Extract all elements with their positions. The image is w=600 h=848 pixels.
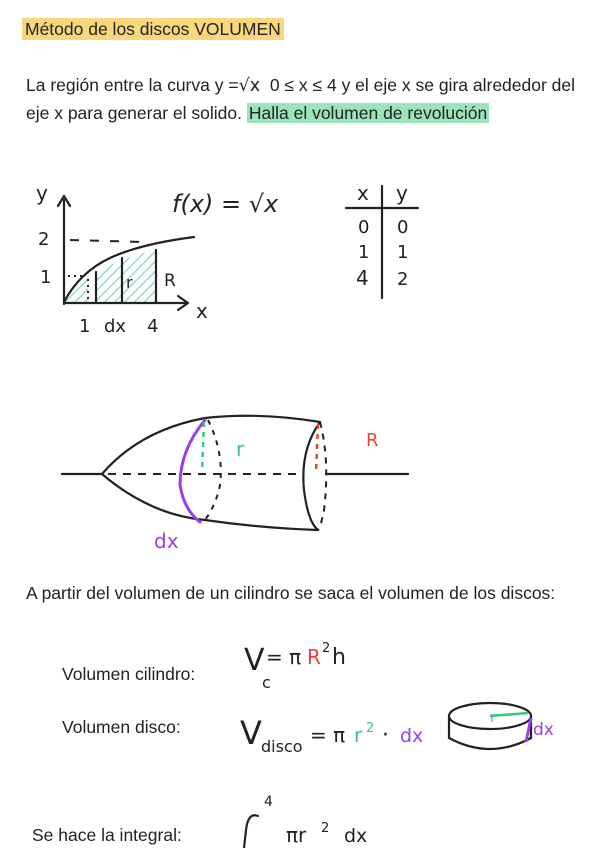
integral-integrand: πr <box>286 823 307 847</box>
integral-upper-limit: 4 <box>264 794 273 810</box>
y-tick-1: 1 <box>40 267 52 288</box>
integral-sign <box>244 815 258 848</box>
table-row-1-x: 0 <box>358 217 370 238</box>
intro-text-2: y el eje x se gira alrededor del eje x para generar el solido. <box>26 75 576 123</box>
disc-exp: 2 <box>366 721 375 736</box>
x-axis-label: x <box>196 299 208 323</box>
graph-R-label: R <box>164 271 176 291</box>
cylinder-V-subscript: c <box>262 673 271 692</box>
y-axis-label: y <box>36 181 48 205</box>
table-header-x: x <box>357 181 369 205</box>
table-row-1-y: 0 <box>397 217 409 238</box>
table-row-2-y: 1 <box>397 242 409 263</box>
sqrt-expression: √x <box>238 76 261 96</box>
cylinder-h: h <box>332 645 346 670</box>
x-tick-dx: dx <box>104 316 127 337</box>
page-title: Método de los discos VOLUMEN <box>22 18 284 40</box>
table-row-3-y: 2 <box>397 269 409 290</box>
question-highlight: Halla el volumen de revolución <box>248 103 488 123</box>
disc-icon-r-label: r <box>490 710 496 726</box>
disc-V-subscript: disco <box>261 737 303 756</box>
table-row-3-x: 4 <box>356 266 369 290</box>
solid-r-label: r <box>236 437 245 461</box>
cylinder-V: V <box>244 643 265 678</box>
disc-r: r <box>354 723 363 747</box>
disc-equals-pi: = π <box>310 723 346 747</box>
x-tick-1: 1 <box>79 316 91 337</box>
integral-dx: dx <box>344 825 368 847</box>
table-row-2-x: 1 <box>358 242 370 263</box>
intro-text-1: La región entre la curva y = <box>26 75 239 95</box>
domain-range: 0 ≤ x ≤ 4 <box>269 75 337 95</box>
function-label: f(x) = √x <box>172 190 279 218</box>
solid-R-label: R <box>366 430 379 451</box>
table-header-y: y <box>396 181 408 205</box>
disc-dx: dx <box>400 725 424 747</box>
cylinder-equals-pi: = π <box>266 645 302 669</box>
disc-volume-label: Volumen disco: <box>62 717 181 737</box>
solid-dx-label: dx <box>154 529 179 553</box>
cylinder-exp: 2 <box>322 641 331 656</box>
integral-exp: 2 <box>321 821 330 836</box>
graph-r-label: r <box>126 273 133 292</box>
disc-icon-dx-label: dx <box>533 720 554 740</box>
y-tick-2: 2 <box>38 229 50 250</box>
x-tick-4: 4 <box>147 316 159 337</box>
cylinder-R: R <box>307 645 321 669</box>
disc-dot: · <box>382 723 389 748</box>
cylinder-volume-label: Volumen cilindro: <box>62 664 196 684</box>
integral-label: Se hace la integral: <box>32 825 182 845</box>
disc-V: V <box>240 714 262 752</box>
cylinder-explanation: A partir del volumen de un cilindro se saca el volumen de los discos: <box>26 583 556 603</box>
